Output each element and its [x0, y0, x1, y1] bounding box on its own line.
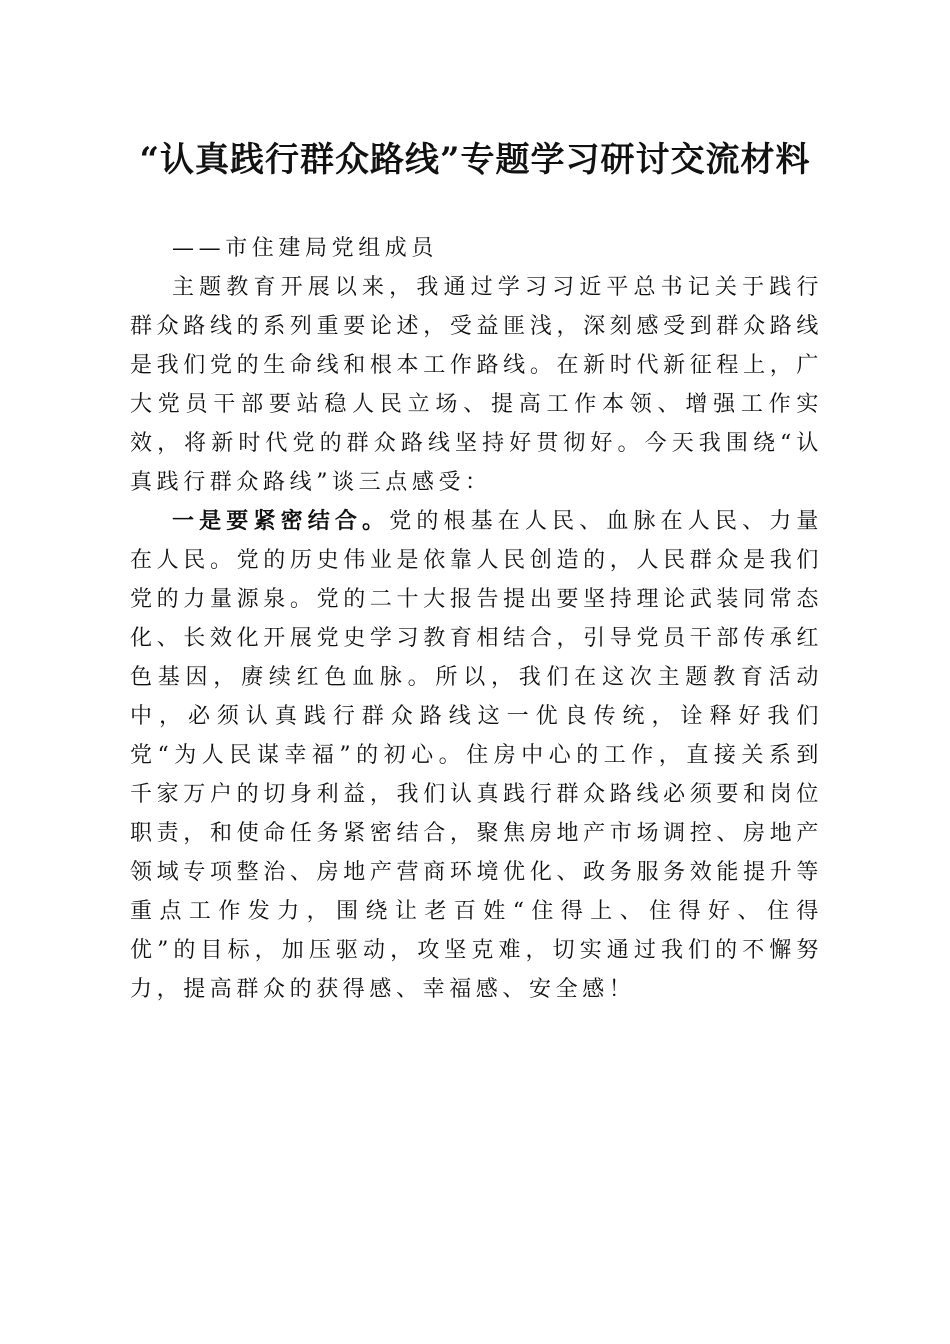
- paragraph-lead: 一是要紧密结合。: [172, 508, 390, 534]
- document-body: [130, 229, 823, 1009]
- document-title: “认真践行群众路线”专题学习研讨交流材料: [139, 140, 811, 180]
- paragraph-text: 主题教育开展以来，我通过学习习近平总书记关于践行群众路线的系列重要论述，受益匪浅，深刻感受到群众路线是我们党的生命线和根本工作路线。在新时代新征程上，广大党员干部要站稳人民立场、提高工作本领、增强工作实效，将新时代党的群众路线坚持好贯彻好。今天我围绕“认真践行群众路线”谈三点感受：: [130, 275, 823, 495]
- paragraph-intro: [130, 268, 823, 502]
- author-line: ——市住建局党组成员: [172, 236, 439, 261]
- paragraph-point-one: [130, 502, 823, 1009]
- paragraph-text: 党的根基在人民、血脉在人民、力量在人民。党的历史伟业是依靠人民创造的，人民群众是我们党的力量源泉。党的二十大报告提出要坚持理论武装同常态化、长效化开展党史学习教育相结合，引导党员干部传承红色基因，赓续红色血脉。所以，我们在这次主题教育活动中，必须认真践行群众路线这一优良传统，诠释好我们党“为人民谋幸福”的初心。住房中心的工作，直接关系到千家万户的切身利益，我们认真践行群众路线必须要和岗位职责，和使命任务紧密结合，聚焦房地产市场调控、房地产领域专项整治、房地产营商环境优化、政务服务效能提升等重点工作发力，围绕让老百姓“住得上、住得好、住得优”的目标，加压驱动，攻坚克难，切实通过我们的不懈努力，提高群众的获得感、幸福感、安全感！: [130, 509, 823, 1002]
